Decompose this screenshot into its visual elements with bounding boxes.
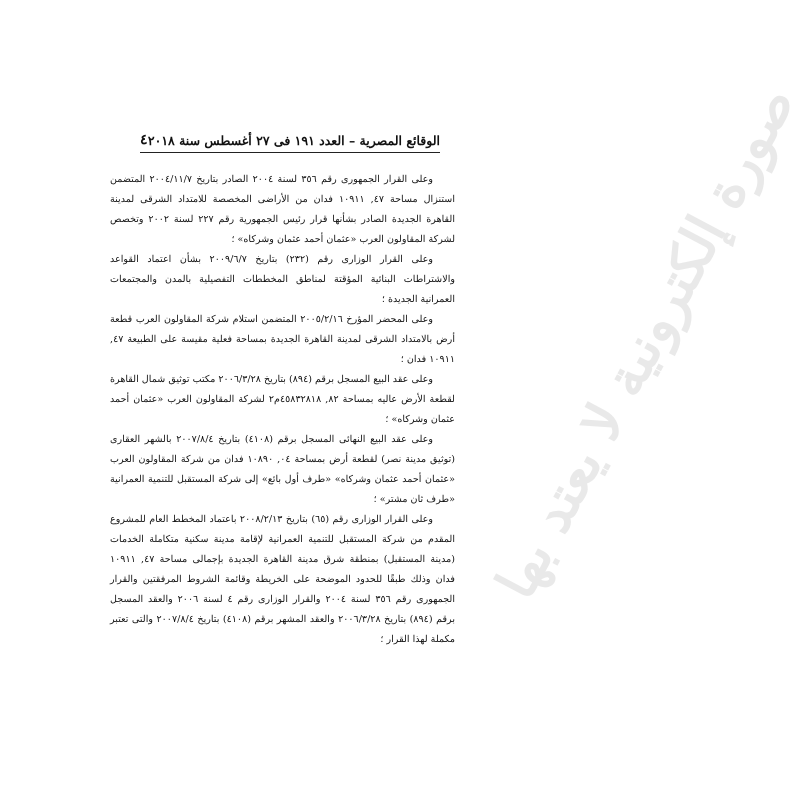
paragraph-6: وعلى القرار الوزارى رقم (٦٥) بتاريخ ٢٠٠٨/٢/١٣ باعتماد المخطط العام للمشروع المقدم من شركة المستقبل للتنمية العمرانية لإقامة مدينة سكنية متكاملة الخدمات (مدينة المستقبل) بمنطقة شرق مدينة القاهرة الجديدة بإجمالى مساحة ٤٧, ١٠٩١١ فدان وذلك طبقًا للحدود الموضحة على الخريطة وقائمة الشروط المرفقتين والقرار الجمهورى رقم ٣٥٦ لسنة ٢٠٠٤ والقرار الوزارى رقم ٤ لسنة ٢٠٠٦ والعقد المسجل برقم (٨٩٤) بتاريخ ٢٠٠٦/٣/٢٨ والعقد المشهر برقم (٤١٠٨) بتاريخ ٢٠٠٧/٨/٤ والتى تعتبر مكملة لهذا القرار ؛ — [110, 514, 456, 645]
header-divider — [140, 152, 440, 153]
header-title: الوقائع المصرية – العدد ١٩١ فى ٢٧ أغسطس سنة ٢٠١٨ — [147, 132, 440, 148]
page-number: ٤ — [140, 132, 148, 148]
paragraph-1: وعلى القرار الجمهورى رقم ٣٥٦ لسنة ٢٠٠٤ الصادر بتاريخ ٢٠٠٤/١١/٧ المتضمن استنزال مساحة ٤٧, ١٠٩١١ فدان من الأراضى المخصصة للامتداد الشرقى لمدينة القاهرة الجديدة الصادر بشأنها قرار رئيس الجمهورية رقم ٢٢٧ لسنة ٢٠٠٢ وتخصص لشركة المقاولون العرب «عثمان أحمد عثمان وشركاه» ؛ — [110, 174, 456, 245]
page-header — [140, 130, 440, 150]
paragraph-2: وعلى القرار الوزارى رقم (٢٣٢) بتاريخ ٢٠٠٩/٦/٧ بشأن اعتماد القواعد والاشتراطات البنائية المؤقتة لمناطق المخططات التفصيلية بالمدن والمجتمعات العمرانية الجديدة ؛ — [110, 254, 455, 305]
paragraph-4: وعلى عقد البيع المسجل برقم (٨٩٤) بتاريخ ٢٠٠٦/٣/٢٨ مكتب توثيق شمال القاهرة لقطعة الأرض عاليه بمساحة ٨٢, ٤٥٨٣٢٨١٨م٢ لشركة المقاولون العرب «عثمان أحمد عثمان وشركاه» ؛ — [110, 374, 455, 425]
watermark: صورة إلكترونية لا يعتد بها — [482, 75, 807, 609]
paragraph-3: وعلى المحضر المؤرخ ٢٠٠٥/٢/١٦ المتضمن استلام شركة المقاولون العرب قطعة أرض بالامتداد الشرقى لمدينة القاهرة الجديدة بمساحة فعلية مقيسة على الطبيعة ٤٧, ١٠٩١١ فدان ؛ — [110, 314, 455, 365]
paragraph-5: وعلى عقد البيع النهائى المسجل برقم (٤١٠٨) بتاريخ ٢٠٠٧/٨/٤ بالشهر العقارى (توثيق مدينة نصر) لقطعة أرض بمساحة ٠٤, ١٠٨٩٠ فدان من شركة المقاولون العرب «عثمان أحمد عثمان وشركاه» «طرف أول بائع» إلى شركة المستقبل للتنمية العمرانية «طرف ثان مشتر» ؛ — [110, 434, 455, 505]
decree-body — [110, 170, 455, 650]
